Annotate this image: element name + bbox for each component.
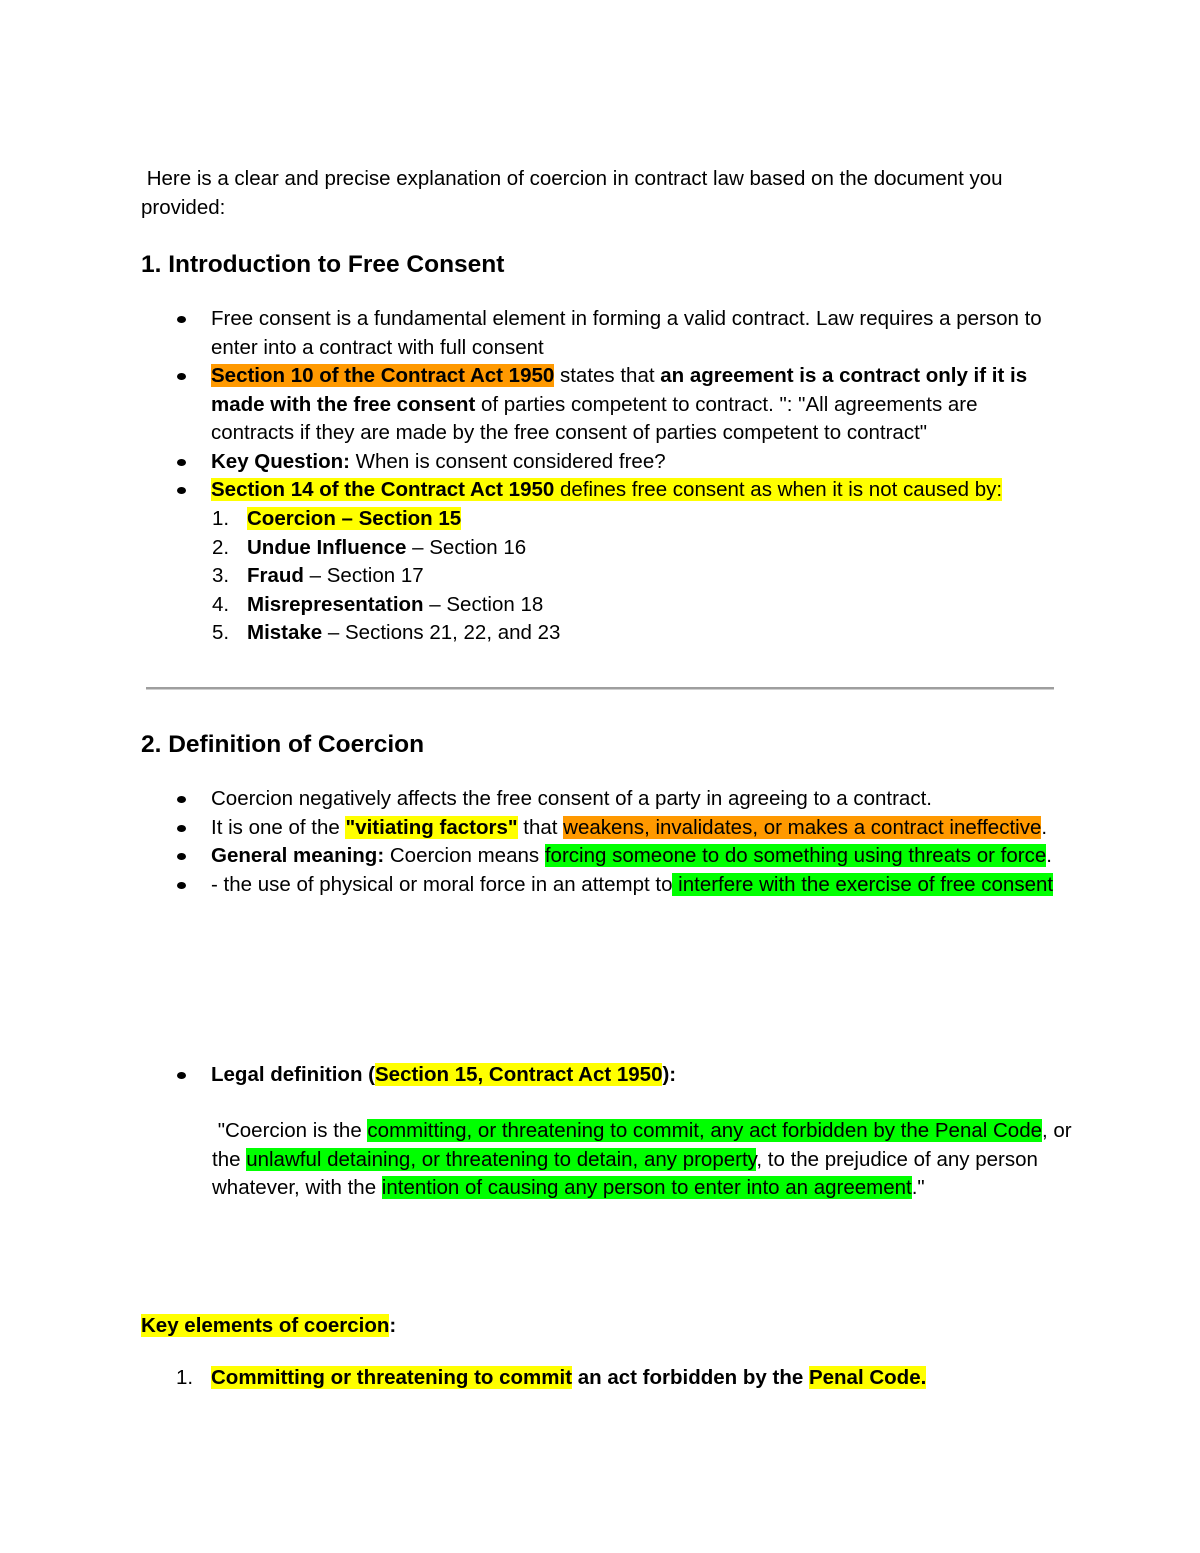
highlight-green: intention of causing any person to enter into an agreement [381, 1176, 912, 1199]
section1-heading: 1. Introduction to Free Consent [141, 251, 505, 278]
intro-text: Here is a clear and precise explanation of coercion in contract law based on the document you provided: [141, 167, 1003, 219]
highlight-yellow: Section 14 of the Contract Act 1950 [211, 478, 555, 501]
intro-paragraph [141, 165, 1061, 222]
section1-numbered-list [212, 505, 1012, 648]
list-item: It is one of the "vitiating factors" that weakens, invalidates, or makes a contract ineffective. [141, 814, 1061, 843]
highlight-orange: weakens, invalidates, or makes a contract ineffective [563, 815, 1042, 839]
list-item: 4. Misrepresentation – Section 18 [212, 592, 544, 616]
highlight-yellow: Section 15, Contract Act 1950 [375, 1063, 663, 1086]
section2-bullet-list [141, 785, 1061, 899]
legal-definition-quote: "Coercion is the committing, or threatening to commit, any act forbidden by the Penal Code, or the unlawful detaining, or threatening to detain, any property, to the prejudice of any person whatever, with the intention of causing any person to enter into an agreement." [212, 1119, 1072, 1199]
list-item: 1. Coercion – Section 15 [212, 507, 462, 530]
horizontal-rule [146, 687, 1054, 690]
list-item: 3. Fraud – Section 17 [212, 564, 424, 587]
key-elements-list [141, 1364, 1061, 1393]
section1-bullet-list [141, 305, 1061, 505]
list-item: 2. Undue Influence – Section 16 [212, 535, 527, 559]
section2-heading: 2. Definition of Coercion [141, 731, 425, 758]
list-item: - the use of physical or moral force in an attempt to interfere with the exercise of free consent [141, 871, 1061, 900]
highlight-yellow: Coercion – Section 15 [247, 507, 462, 530]
highlight-yellow: "vitiating factors" [345, 815, 518, 839]
highlight-green: interfere with the exercise of free consent [672, 872, 1054, 896]
list-item: Legal definition (Section 15, Contract Act 1950): [141, 1061, 1061, 1090]
list-item: General meaning: Coercion means forcing someone to do something using threats or force. [141, 842, 1061, 871]
list-item: Coercion negatively affects the free consent of a party in agreeing to a contract. [141, 785, 1061, 814]
highlight-green: committing, or threatening to commit, any act forbidden by the Penal Code [367, 1119, 1042, 1142]
highlight-yellow: Penal Code. [808, 1366, 927, 1389]
list-item: 1. Committing or threatening to commit an act forbidden by the Penal Code. [176, 1366, 927, 1389]
bullet-text: Free consent is a fundamental element in forming a valid contract. Law requires a person to enter into a contract with full consent [211, 307, 1042, 359]
highlight-green: forcing someone to do something using threats or force [544, 844, 1047, 867]
highlight-yellow: Committing or threatening to commit [211, 1366, 573, 1389]
highlight-orange: Section 10 of the Contract Act 1950 [211, 364, 555, 387]
list-item: Key Question: When is consent considered free? [141, 448, 1061, 477]
legal-definition-list [141, 1061, 1061, 1090]
highlight-yellow: Key elements of coercion [141, 1314, 390, 1337]
highlight-green: unlawful detaining, or threatening to detain, any property [246, 1147, 757, 1171]
list-item [141, 305, 1061, 362]
list-item: 5. Mistake – Sections 21, 22, and 23 [212, 621, 561, 644]
list-item: Section 14 of the Contract Act 1950 defines free consent as when it is not caused by: [141, 476, 1061, 505]
list-item: Section 10 of the Contract Act 1950 states that an agreement is a contract only if it is made with the free consent of parties competent to contract. ": "All agreements are contracts if they are made by the free consent of parties competent to contract" [141, 362, 1061, 448]
key-elements-heading: Key elements of coercion: [141, 1314, 397, 1337]
